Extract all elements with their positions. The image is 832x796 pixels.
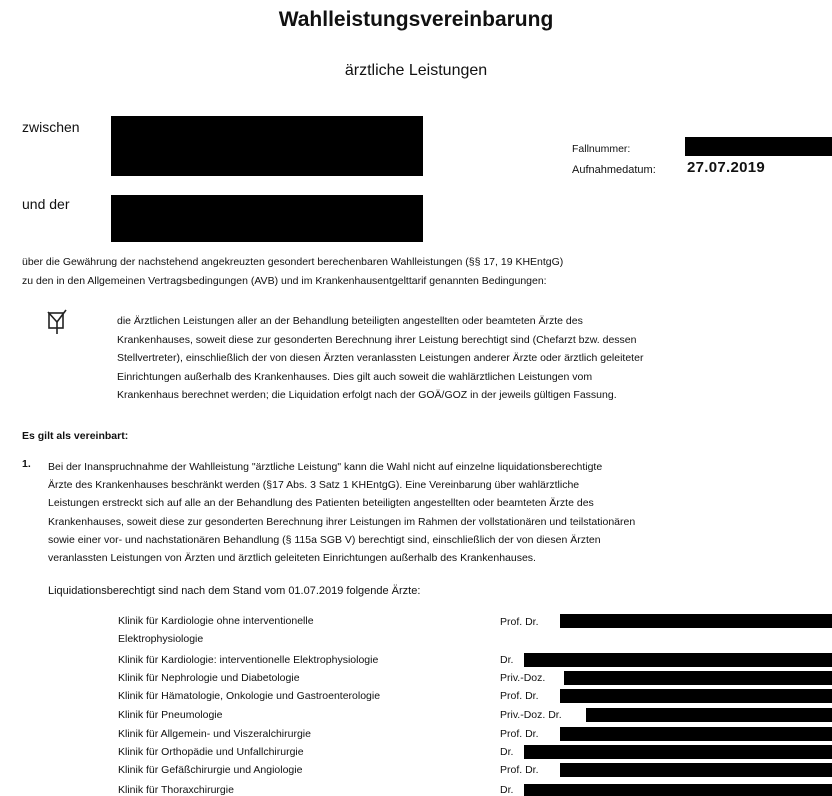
- clinic-row: [118, 690, 832, 704]
- redacted-doctor-name: [560, 763, 832, 777]
- redacted-doctor-name: [560, 614, 832, 628]
- admission-date-label: Aufnahmedatum:: [572, 164, 656, 176]
- checkbox-checked-icon: [45, 309, 69, 335]
- clause-paragraph: [48, 458, 800, 567]
- redacted-doctor-name: [524, 745, 832, 759]
- clinic-row: [118, 728, 832, 742]
- clinic-name: Klinik für Kardiologie ohne interventionelle: [118, 615, 314, 627]
- clinic-row: [118, 672, 832, 686]
- document-title: Wahlleistungsvereinbarung: [278, 8, 554, 31]
- clinic-name: Klinik für Thoraxchirurgie: [118, 784, 234, 796]
- service-line: Stellvertreter), einschließlich der von diesen Ärzten veranlassten Leistungen anderer Ärzte oder ärztlich geleiteter: [117, 352, 644, 365]
- clinic-name-cont: Elektrophysiologie: [118, 633, 204, 645]
- doctor-title: Prof. Dr.: [500, 728, 539, 740]
- doctor-title: Dr.: [500, 746, 514, 758]
- doctor-title: Prof. Dr.: [500, 764, 539, 776]
- redacted-party-2: [111, 195, 423, 242]
- clause-line: Ärzte des Krankenhauses beschränkt werden (§17 Abs. 3 Satz 1 KHEntgG). Eine Vereinbarung über wahlärztliche: [48, 479, 580, 492]
- doctor-title: Priv.-Doz. Dr.: [500, 709, 562, 721]
- redacted-doctor-name: [564, 671, 832, 685]
- redacted-case-number: [685, 137, 832, 156]
- service-line: Krankenhauses, soweit diese zur gesonderten Berechnung ihrer Leistung berechtigt sind (Chefarzt bzw. dessen: [117, 333, 637, 346]
- clinic-name: Klinik für Gefäßchirurgie und Angiologie: [118, 764, 303, 776]
- redacted-doctor-name: [560, 689, 832, 703]
- service-checkbox[interactable]: [45, 309, 69, 335]
- clause-line: Bei der Inanspruchnahme der Wahlleistung "ärztliche Leistung" kann die Wahl nicht auf einzelne liquidationsberechtigte: [48, 461, 603, 473]
- service-line: Einrichtungen außerhalb des Krankenhauses. Dies gilt auch soweit die wahlärztlichen Leistungen vom: [117, 370, 593, 383]
- redacted-doctor-name: [560, 727, 832, 741]
- clinic-name: Klinik für Allgemein- und Viszeralchirurgie: [118, 728, 311, 740]
- redacted-doctor-name: [586, 708, 832, 722]
- clinic-row: [118, 764, 832, 778]
- clause-number: 1.: [22, 458, 31, 470]
- clinic-row: [118, 654, 832, 668]
- clause-line: Leistungen erstreckt sich auf alle an der Behandlung des Patienten beteiligten angestellten oder beamteten Ärzte des: [48, 497, 594, 510]
- intro-line: über die Gewährung der nachstehend angekreuzten gesondert berechenbaren Wahlleistungen (§§ 17, 19 KHEntgG): [22, 256, 564, 268]
- between-label: zwischen: [22, 119, 80, 135]
- clause-line: Krankenhauses, soweit diese zur gesonderten Berechnung ihrer Leistungen im Rahmen der vollstationären und teilstationären: [48, 515, 636, 528]
- clinic-row: [118, 615, 832, 649]
- service-line: Krankenhaus berechnet werden; die Liquidation erfolgt nach der GOÄ/GOZ in der jeweils gültigen Fassung.: [117, 389, 617, 402]
- redacted-doctor-name: [524, 784, 832, 796]
- doctor-title: Priv.-Doz.: [500, 672, 546, 684]
- clinic-name: Klinik für Orthopädie und Unfallchirurgie: [118, 746, 304, 758]
- clinic-name: Klinik für Pneumologie: [118, 709, 223, 721]
- document-subtitle: ärztliche Leistungen: [344, 62, 488, 79]
- service-paragraph: [117, 312, 800, 405]
- service-line: die Ärztlichen Leistungen aller an der Behandlung beteiligten angestellten oder beamteten Ärzte des: [117, 315, 583, 327]
- redacted-party-1: [111, 116, 423, 176]
- and-label: und der: [22, 196, 70, 212]
- intro-paragraph: [22, 253, 812, 290]
- clinic-name: Klinik für Hämatologie, Onkologie und Gastroenterologie: [118, 690, 381, 702]
- clinic-row: [118, 784, 832, 796]
- admission-date-value: 27.07.2019: [687, 159, 766, 176]
- clause-line: veranlassten Leistungen von Ärzten und ärztlich geleiteten Einrichtungen außerhalb des Krankenhauses.: [48, 552, 536, 565]
- clinic-row: [118, 746, 832, 760]
- doctor-title: Prof. Dr.: [500, 616, 539, 628]
- case-number-label: Fallnummer:: [572, 143, 631, 155]
- doctor-title: Prof. Dr.: [500, 690, 539, 702]
- intro-line: zu den in den Allgemeinen Vertragsbedingungen (AVB) und im Krankenhausentgelttarif genannten Bedingungen:: [22, 274, 547, 287]
- clinic-name: Klinik für Nephrologie und Diabetologie: [118, 672, 300, 684]
- doctor-title: Dr.: [500, 784, 514, 796]
- agreed-heading: Es gilt als vereinbart:: [22, 430, 129, 442]
- clinic-name: Klinik für Kardiologie: interventionelle Elektrophysiologie: [118, 654, 379, 666]
- redacted-doctor-name: [524, 653, 832, 667]
- entitled-intro: Liquidationsberechtigt sind nach dem Stand vom 01.07.2019 folgende Ärzte:: [48, 585, 421, 597]
- doctor-title: Dr.: [500, 654, 514, 666]
- clinic-row: [118, 709, 832, 723]
- clause-line: sowie einer vor- und nachstationären Behandlung (§ 115a SGB V) berechtigt sind, einschließlich der von diesen Ärzten: [48, 533, 601, 546]
